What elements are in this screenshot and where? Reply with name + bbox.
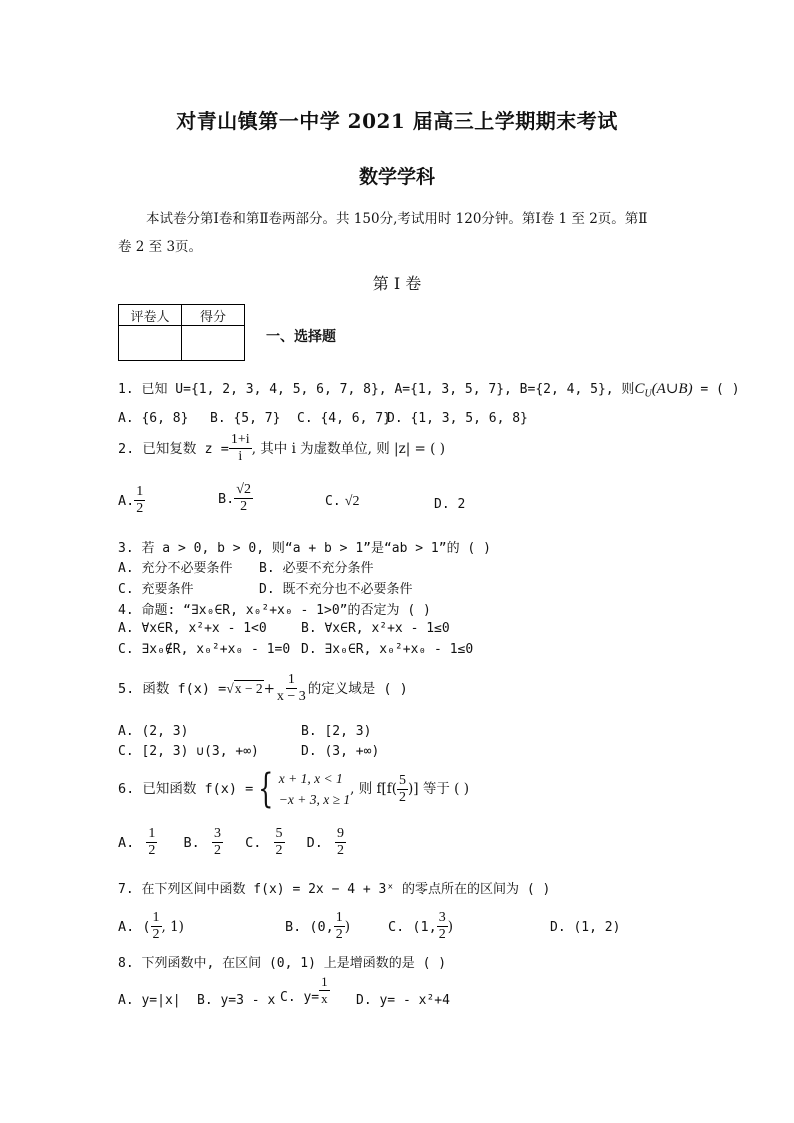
q6-options: [118, 826, 346, 859]
q5-fraction: [275, 672, 308, 705]
q3-option-a: A. 充分不必要条件: [118, 561, 233, 576]
q6-mid: , 则 f[f(: [350, 781, 398, 797]
q2-b-num: √2: [236, 482, 251, 497]
q6-c-label: C.: [245, 834, 262, 851]
q7-c-post: ): [447, 918, 454, 935]
q7-c-num: 3: [438, 910, 446, 925]
q7-option-d: D. (1, 2): [550, 920, 621, 935]
q7-c-frac: [437, 910, 448, 943]
q2-c-value: √2: [344, 494, 360, 509]
q2-a-den: 2: [136, 501, 144, 516]
q7-a-pre: A. (: [118, 918, 151, 935]
q6-fraction: [397, 773, 408, 806]
q7-c-pre: C. (1,: [388, 918, 437, 935]
q1-sub: U: [644, 388, 652, 400]
q2-b-frac: [234, 482, 253, 515]
q7-b-frac: [334, 910, 345, 943]
q2-a-num: 1: [136, 484, 144, 499]
q1-tail: = ( ): [692, 382, 740, 397]
q2-b-label: B.: [218, 490, 235, 507]
q6-b-label: B.: [183, 834, 200, 851]
q2-option-c: [325, 494, 359, 510]
q6-d-label: D.: [306, 834, 323, 851]
volume-heading: 第 Ⅰ 卷: [372, 274, 422, 293]
q5-option-b: B. [2, 3): [301, 724, 372, 739]
q7-option-b: [285, 910, 350, 943]
q6-case-1: x + 1, x < 1: [278, 771, 343, 786]
q7-stem: 7. 在下列区间中函数 f(x) = 2x − 4 + 3ˣ 的零点所在的区间为 ( ): [118, 882, 551, 897]
q2-rest: , 其中 i 为虚数单位, 则 |z| = ( ): [251, 440, 445, 457]
q1-option-c: C. {4, 6, 7}: [297, 411, 391, 426]
q7-a-post: , 1): [161, 918, 184, 935]
q7-a-den: 2: [152, 927, 160, 942]
q1-stem: 1. 已知 U={1, 2, 3, 4, 5, 6, 7, 8}, A={1, 3, 5, 7}, B={2, 4, 5}, 则: [118, 382, 635, 397]
question-4: 4. 命题: “∃x₀∈R, x₀²+x₀ - 1>0”的否定为 ( ): [118, 603, 431, 618]
q1-option-a: A. {6, 8}: [118, 411, 189, 426]
q2-den: i: [238, 449, 243, 464]
q6-a-label: A.: [118, 834, 135, 851]
q6-b-frac: [212, 826, 223, 859]
question-5: [118, 672, 408, 705]
q6-d-num: 9: [337, 826, 345, 841]
q6-d-den: 2: [337, 843, 345, 858]
score-cell: [182, 326, 245, 361]
q6-case-2: −x + 3, x ≥ 1: [278, 792, 351, 807]
q4-option-c: C. ∃x₀∉R, x₀²+x₀ - 1=0: [118, 642, 291, 657]
q8-c-num: 1: [321, 974, 328, 989]
q6-num: 5: [399, 772, 407, 788]
q6-d-frac: [335, 826, 346, 859]
q2-c-label: C.: [325, 494, 341, 509]
question-7: [118, 878, 550, 897]
grader-header: 评卷人: [119, 305, 182, 326]
question-8: 8. 下列函数中, 在区间 (0, 1) 上是增函数的是 ( ): [118, 956, 447, 971]
q2-num: 1+i: [230, 432, 250, 447]
q6-a-frac: [146, 826, 157, 859]
q7-option-c: [388, 910, 453, 943]
q5-plus: +: [263, 680, 275, 697]
q7-a-num: 1: [152, 910, 160, 925]
q3-option-c: C. 充要条件: [118, 582, 194, 597]
q5-den: x − 3: [276, 689, 306, 704]
q8-option-c: [280, 974, 330, 1007]
q1-union: (A∪B): [651, 381, 693, 397]
q6-c-den: 2: [275, 843, 283, 858]
q6-cases: [279, 768, 350, 810]
q6-a-den: 2: [148, 843, 156, 858]
q7-b-den: 2: [335, 927, 343, 942]
question-6: [118, 768, 469, 810]
q5-option-a: A. (2, 3): [118, 724, 189, 739]
q2-option-b: [218, 482, 253, 515]
q4-option-d: D. ∃x₀∈R, x₀²+x₀ - 1≤0: [301, 642, 474, 657]
q8-c-frac: [319, 974, 330, 1007]
score-table: [118, 304, 245, 361]
q7-c-den: 2: [438, 927, 446, 942]
exam-title: 对青山镇第一中学 2021 届高三上学期期末考试: [176, 109, 618, 133]
q6-den: 2: [399, 789, 407, 805]
intro-line-1: 本试卷分第Ⅰ卷和第Ⅱ卷两部分。共 150分,考试用时 120分钟。第Ⅰ卷 1 至 2页。第Ⅱ: [146, 211, 648, 227]
question-3: 3. 若 a > 0, b > 0, 则“a + b > 1”是“ab > 1”的 ( ): [118, 541, 491, 556]
question-1: [118, 378, 740, 400]
score-header: 得分: [182, 305, 245, 326]
q7-b-post: ): [344, 918, 351, 935]
section-heading: 一、选择题: [266, 329, 336, 345]
q5-sqrt: √x − 2: [226, 680, 263, 696]
q1-option-d: D. {1, 3, 5, 6, 8}: [387, 411, 528, 426]
q8-option-b: B. y=3 - x: [197, 993, 276, 1008]
q6-a-num: 1: [148, 826, 156, 841]
q7-b-num: 1: [335, 910, 343, 925]
q2-option-a: [118, 484, 145, 517]
q8-c-den: x: [321, 991, 328, 1006]
q5-tail: 的定义域是 ( ): [307, 680, 408, 697]
q6-tail: )] 等于 ( ): [408, 781, 469, 797]
q3-option-b: B. 必要不充分条件: [259, 561, 374, 576]
q5-option-c: C. [2, 3) ∪(3, +∞): [118, 744, 259, 759]
q5-num: 1: [287, 672, 295, 687]
q2-fraction: [229, 432, 252, 465]
q1-option-b: B. {5, 7}: [210, 411, 281, 426]
q6-b-den: 2: [213, 843, 221, 858]
q6-c-num: 5: [275, 826, 283, 841]
q2-option-d: D. 2: [434, 497, 466, 512]
q6-b-num: 3: [213, 826, 221, 841]
question-2: [118, 432, 445, 465]
q4-option-a: A. ∀x∈R, x²+x - 1<0: [118, 621, 267, 636]
subject-title: 数学学科: [358, 166, 435, 188]
q8-option-a: A. y=|x|: [118, 993, 181, 1008]
q5-stem: 5. 函数 f(x) =: [118, 680, 227, 697]
q6-c-frac: [274, 826, 285, 859]
q7-a-frac: [151, 910, 162, 943]
intro-line-2: 卷 2 至 3页。: [118, 239, 203, 255]
q6-stem: 6. 已知函数 f(x) =: [118, 781, 254, 797]
q4-option-b: B. ∀x∈R, x²+x - 1≤0: [301, 621, 450, 636]
q2-b-den: 2: [240, 499, 248, 514]
q5-option-d: D. (3, +∞): [301, 744, 380, 759]
q6-brace: {: [258, 766, 274, 812]
q2-a-frac: [134, 484, 145, 517]
q2-stem: 2. 已知复数 z =: [118, 440, 229, 457]
q8-c-pre: C. y=: [280, 990, 320, 1005]
grader-cell: [119, 326, 182, 361]
q8-option-d: D. y= - x²+4: [356, 993, 450, 1008]
q3-option-d: D. 既不充分也不必要条件: [259, 582, 413, 597]
q5-sqrt-body: x − 2: [234, 680, 263, 696]
q7-option-a: [118, 910, 184, 943]
q2-a-label: A.: [118, 492, 135, 509]
q7-b-pre: B. (0,: [285, 918, 334, 935]
q1-complement: C: [634, 381, 645, 397]
